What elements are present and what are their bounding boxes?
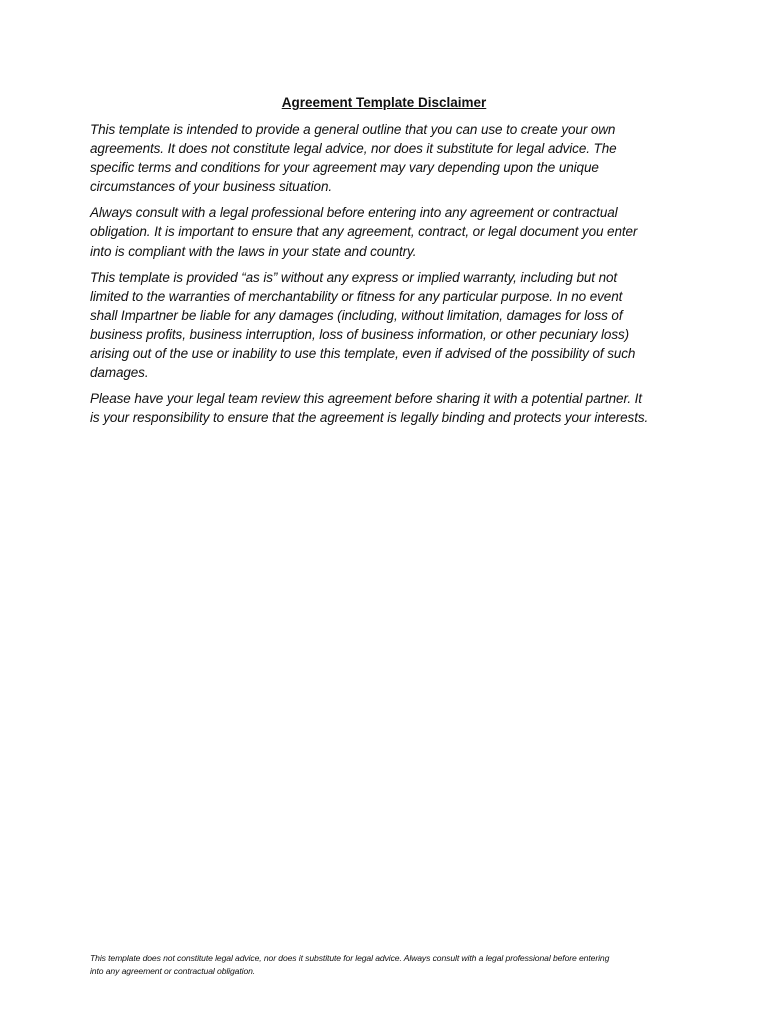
text-line: shall Impartner be liable for any damages (including, without limitation, damages for loss of [90, 307, 623, 323]
text-line: limited to the warranties of merchantability or fitness for any particular purpose. In no event [90, 288, 623, 304]
text-line: into is compliant with the laws in your state and country. [90, 243, 417, 259]
paragraph-template-purpose [90, 120, 680, 196]
paragraph-warranty [90, 268, 680, 383]
text-line: circumstances of your business situation. [90, 179, 333, 195]
paragraph-consult-legal [90, 203, 680, 260]
text-line: Always consult with a legal professional before entering into any agreement or contractual [90, 205, 618, 221]
document-body [90, 120, 680, 434]
text-line: business profits, business interruption, loss of business information, or other pecuniary loss) [90, 326, 630, 342]
text-line: agreements. It does not constitute legal advice, nor does it substitute for legal advice. The [90, 141, 617, 157]
text-line: specific terms and conditions for your agreement may vary depending upon the unique [90, 160, 599, 176]
text-line: is your responsibility to ensure that the agreement is legally binding and protects your interests. [90, 410, 649, 426]
text-line: arising out of the use or inability to use this template, even if advised of the possibility of such [90, 346, 636, 362]
document-title: Agreement Template Disclaimer [281, 95, 487, 110]
text-line: This template is provided “as is” without any express or implied warranty, including but not [90, 269, 618, 285]
text-line: Please have your legal team review this agreement before sharing it with a potential partner. It [90, 391, 642, 407]
footer-disclaimer [90, 952, 680, 977]
text-line: damages. [90, 365, 149, 381]
footer-line: This template does not constitute legal advice, nor does it substitute for legal advice. Always consult with a legal professional before entering [90, 953, 610, 963]
text-line: obligation. It is important to ensure that any agreement, contract, or legal document you enter [90, 224, 638, 240]
text-line: This template is intended to provide a general outline that you can use to create your own [90, 122, 616, 137]
footer-line: into any agreement or contractual obligation. [90, 965, 256, 976]
paragraph-legal-review [90, 389, 680, 427]
